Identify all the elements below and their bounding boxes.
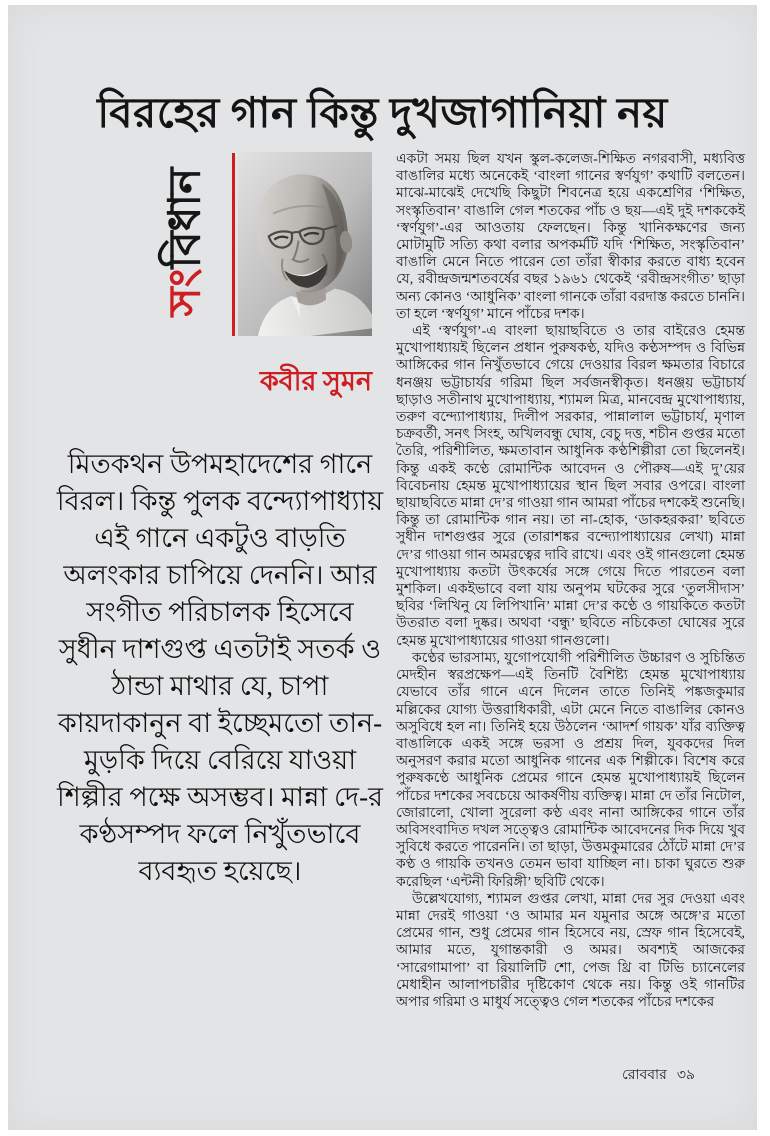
footer-page-number: ৩৯ [676, 1068, 695, 1083]
portrait-photo-illustration [238, 152, 372, 336]
portrait-photo [238, 152, 372, 336]
red-accent-rule [232, 153, 235, 336]
footer-page-marker [545, 1063, 695, 1087]
masthead-red-part: সং [160, 268, 209, 317]
article-paragraph: কণ্ঠের ভারসাম্য, যুগোপযোগী পরিশীলিত উচ্চারণ ও সুচিন্তিত মেদহীন স্বরপ্রক্ষেপ—এই তিনটি বৈশিষ্ট্য হেমন্ত মুখোপাধ্যায় যেভাবে তাঁর গানে এনে দিলেন তাতে তিনিই পঙ্কজকুমার মল্লিকের যোগ্য উত্তরাধিকারী, এটা মেনে নিতে বাঙালির কোনও অসুবিধে হল না। তিনিই হয়ে উঠলেন ‘আদর্শ গায়ক’ যাঁর ব্যক্তিত্ব বাঙালিকে একই সঙ্গে ভরসা ও প্রশ্রয় দিল, যুবকদের দিল অনুসরণ করার মতো আধুনিক গানের এক শিল্পীকে। বিশেষ করে পুরুষকণ্ঠে আধুনিক প্রেমের গানে হেমন্ত মুখোপাধ্যায়ই ছিলেন পাঁচের দশকের সবচেয়ে আকর্ষণীয় ব্যক্তিত্ব। মান্না দে তাঁর নিটোল, জোরালো, খোলা সুরেলা কণ্ঠ এবং নানা আঙ্গিকের গানে তাঁর অবিসংবাদিত দখল সত্ত্বেও রোমান্টিক আবেদনের দিক দিয়ে খুব সুবিধে করতে পারেননি। তা ছাড়া, উত্তমকুমারের ঠোঁটে মান্না দে’র কণ্ঠ ও গায়কি তখনও তেমন ভাবা যাচ্ছিল না। চাকা ঘুরতে শুরু করেছিল ‘এন্টনী ফিরিঙ্গী’ ছবিটি থেকে। [396, 650, 745, 890]
footer-magazine-name: রোববার [622, 1068, 667, 1083]
masthead-text [160, 167, 209, 317]
author-byline: কবীর সুমন [259, 366, 372, 396]
masthead-vertical-label [143, 150, 227, 334]
article-paragraph: একটা সময় ছিল যখন স্কুল-কলেজ-শিক্ষিত নগরবাসী, মধ্যবিত্ত বাঙালির মধ্যে অনেকেই ‘বাংলা গানের স্বর্ণযুগ’ কথাটি বলতেন। মাঝে-মাঝেই দেখেছি কিছুটা শিবনেত্র হয়ে একশ্রেণির ‘শিক্ষিত, সংস্কৃতিবান’ বাঙালি গেল শতকের পাঁচ ও ছয়—এই দুই দশককেই ‘স্বর্ণযুগ’-এর আওতায় ফেলছেন। কিন্তু খানিকক্ষণের জন্য মোটামুটি সত্যি কথা বলার অপকর্মটি যদি ‘শিক্ষিত, সংস্কৃতিবান’ বাঙালি মেনে নিতে পারেন তো তাঁরা স্বীকার করতে বাধ্য হবেন যে, রবীন্দ্রজন্মশতবর্ষের বছর ১৯৬১ থেকেই ‘রবীন্দ্রসংগীত’ ছাড়া অন্য কোনও ‘আধুনিক’ বাংলা গানকে তাঁরা বরদাস্ত করতে চাননি। তা হলে ‘স্বর্ণযুগ’ মানে পাঁচের দশক। [396, 152, 745, 322]
masthead-black-part: বিধান [160, 167, 209, 269]
article-body [396, 151, 745, 1011]
pull-quote: মিতকথন উপমহাদেশের গানে বিরল। কিন্তু পুলক বন্দ্যোপাধ্যায় এই গানে একটুও বাড়তি অলংকার চাপিয়ে দেননি। আর সংগীত পরিচালক হিসেবে সুধীন দাশগুপ্ত এতটাই সতর্ক ও ঠান্ডা মাথার যে, চাপা কায়দাকানুন বা ইচ্ছেমতো তান-মুড়কি দিয়ে বেরিয়ে যাওয়া শিল্পীর পক্ষে অসম্ভব। মান্না দে-র কণ্ঠসম্পদ ফলে নিখুঁতভাবে ব্যবহৃত হয়েছে। [56, 449, 384, 886]
article-title: বিরহের গান কিন্তু দুখজাগানিয়া নয় [97, 91, 668, 138]
article-paragraph: এই ‘স্বর্ণযুগ’-এ বাংলা ছায়াছবিতে ও তার বাইরেও হেমন্ত মুখোপাধ্যায়ই ছিলেন প্রধান পুরুষকণ্ঠ, যদিও কণ্ঠসম্পদ ও বিভিন্ন আঙ্গিকের গান নিখুঁতভাবে গেয়ে দেওয়ার বিরল ক্ষমতার বিচারে ধনঞ্জয় ভট্টাচার্যর গরিমা ছিল সর্বজনস্বীকৃত। ধনঞ্জয় ভট্টাচার্য ছাড়াও সতীনাথ মুখোপাধ্যায়, শ্যামল মিত্র, মানবেন্দ্র মুখোপাধ্যায়, তরুণ বন্দ্যোপাধ্যায়, দিলীপ সরকার, পান্নালাল ভট্টাচার্য, মৃণাল চক্রবর্তী, সনৎ সিংহ, অখিলবন্ধু ঘোষ, বেচু দত্ত, শচীন গুপ্তর মতো তৈরি, পরিশীলিত, ক্ষমতাবান আধুনিক কণ্ঠশিল্পীরা তো ছিলেনই। কিন্তু একই কণ্ঠে রোমান্টিক আবেদন ও পৌরুষ—এই দু’য়ের বিবেচনায় হেমন্ত মুখোপাধ্যায়ের স্থান ছিল সবার ওপরে। বাংলা ছায়াছবিতে মান্না দে’র গাওয়া গান আমরা পাঁচের দশকেই শুনেছি। কিন্তু তা রোমান্টিক গান নয়। তা না-হোক, ‘ডাকহরকরা’ ছবিতে সুধীন দাশগুপ্তর সুরে (তারাশঙ্কর বন্দ্যোপাধ্যায়ের লেখা) মান্না দে’র গাওয়া গান অমরত্বের দাবি রাখে। এবং ওই গানগুলো হেমন্ত মুখোপাধ্যায় কতটা উৎকর্ষের সঙ্গে গেয়ে দিতে পারতেন বলা মুশকিল। একইভাবে বলা যায় অনুপম ঘটকের সুরে ‘তুলসীদাস’ ছবির ‘লিখিনু যে লিপিখানি’ মান্না দে’র কণ্ঠে ও গায়কিতে কতটা উতরাত বলা দুষ্কর। অথবা ‘বন্ধু’ ছবিতে নচিকেতা ঘোষের সুরে হেমন্ত মুখোপাধ্যায়ের গাওয়া গানগুলো। [396, 324, 745, 649]
article-paragraph: উল্লেখযোগ্য, শ্যামল গুপ্তর লেখা, মান্না দের সুর দেওয়া এবং মান্না দেরই গাওয়া ‘ও আমার মন যমুনার অঙ্গে অঙ্গে’র মতো প্রেমের গান, শুধু প্রেমের গান হিসেবে নয়, স্রেফ গান হিসেবেই, আমার মতে, যুগান্তকারী ও অমর। অবশ্যই আজকের ‘সারেগামাপা’ বা রিয়ালিটি শো, পেজ থ্রি বা টিভি চ্যানেলের মেধাহীন আলাপচারীর দৃষ্টিকোণ থেকে নয়। কিন্তু ওই গানটির অপার গরিমা ও মাধুর্য সত্ত্বেও গেল শতকের পাঁচের দশকের [396, 891, 745, 1010]
